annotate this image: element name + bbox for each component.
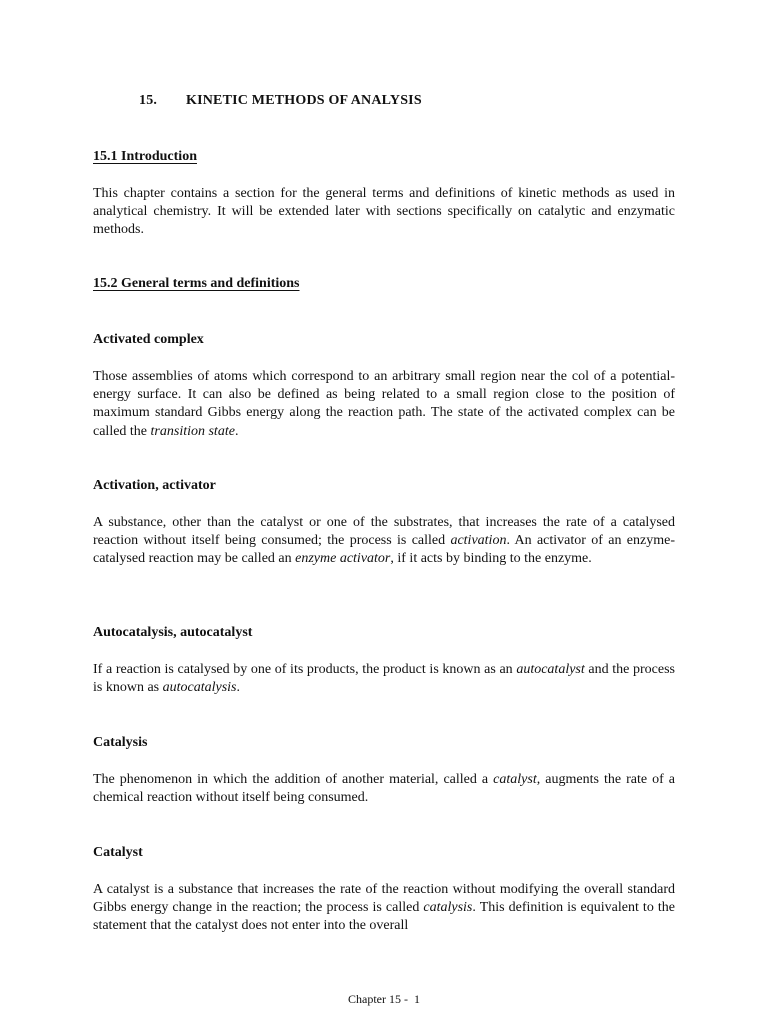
emphasized-term: autocatalyst	[516, 662, 585, 677]
emphasized-term: catalysis	[423, 900, 473, 916]
definition-text: . An activator of an enzyme-catalysed reaction may be called an	[93, 533, 675, 567]
term-definition-catalysis	[93, 771, 675, 807]
term-heading-autocatalysis: Autocatalysis, autocatalyst	[93, 625, 253, 640]
definition-text: , augments the rate of a chemical reaction without itself being consumed.	[93, 772, 675, 806]
term-heading-catalysis: Catalysis	[93, 735, 148, 750]
definition-text: The phenomenon in which the addition of another material, called a	[93, 772, 494, 787]
page-footer: Chapter 15 - 1	[348, 992, 420, 1006]
term-heading-activation: Activation, activator	[93, 478, 216, 493]
definition-text: and the process is known as	[93, 662, 675, 696]
chapter-title: KINETIC METHODS OF ANALYSIS	[186, 93, 422, 108]
definition-text: A catalyst is a substance that increases the rate of the reaction without modifying the overall standard Gibbs energy change in the reaction; the process is called	[93, 882, 675, 916]
definition-text: . This definition is equivalent to the statement that the catalyst does not enter into the overall	[93, 900, 675, 934]
term-definition-activated-complex	[93, 368, 675, 441]
chapter-number: 15.	[139, 93, 158, 108]
emphasized-term: catalyst	[493, 772, 537, 787]
term-definition-autocatalysis	[93, 661, 675, 697]
emphasized-term: transition state	[150, 423, 235, 439]
introduction-paragraph: This chapter contains a section for the general terms and definitions of kinetic methods as used in analytical chemistry. It will be extended later with sections specifically on catalytic and enzymatic methods.	[93, 186, 675, 238]
chapter-heading	[139, 93, 422, 109]
term-definition-catalyst	[93, 881, 675, 936]
definition-text: .	[234, 423, 239, 439]
section-heading-general-terms: 15.2 General terms and definitions	[93, 276, 300, 291]
emphasized-term: activation	[450, 533, 507, 549]
emphasized-term: autocatalysis	[162, 680, 237, 696]
definition-text: , if it acts by binding to the enzyme.	[390, 551, 592, 567]
term-heading-catalyst: Catalyst	[93, 845, 143, 860]
term-heading-activated-complex: Activated complex	[93, 332, 204, 347]
term-definition-activation	[93, 514, 675, 569]
section-heading-introduction: 15.1 Introduction	[93, 149, 197, 164]
definition-text: .	[236, 680, 241, 696]
definition-text: A substance, other than the catalyst or one of the substrates, that increases the rate of a catalysed reaction without itself being consumed; the process is called	[93, 515, 675, 549]
definition-text: If a reaction is catalysed by one of its products, the product is known as an	[93, 662, 517, 677]
emphasized-term: enzyme activator	[295, 551, 391, 567]
definition-text: Those assemblies of atoms which correspond to an arbitrary small region near the col of a potential-energy surface. It can also be defined as being related to a small region close to the position of maximum standard Gibbs energy along the reaction path. The state of the activated complex can be called the	[93, 369, 675, 439]
